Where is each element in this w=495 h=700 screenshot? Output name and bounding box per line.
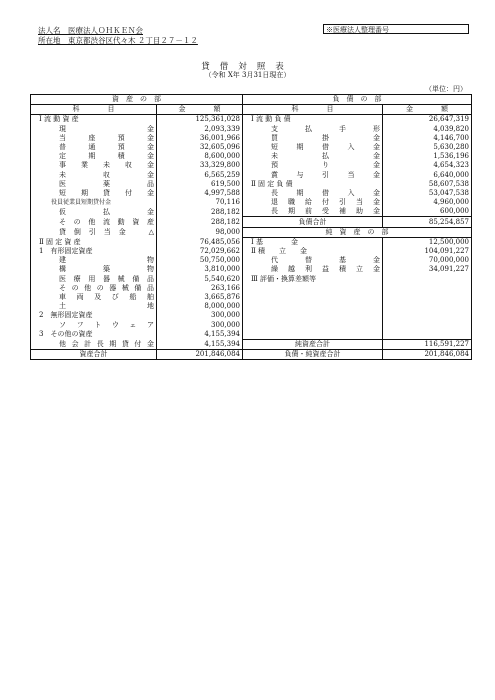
asset-item-label: 土地 bbox=[31, 302, 157, 311]
liabilities-item-label: 長期前受補助金 bbox=[243, 207, 383, 217]
asset-item-amount: 3,810,000 bbox=[157, 265, 243, 274]
liabilities-item-label: 賞与引当金 bbox=[243, 171, 383, 180]
asset-item-label: 1 有形固定資産 bbox=[31, 247, 157, 256]
corporation-name: 法人名 医療法人ＯＨＫＥＮ会 bbox=[38, 26, 143, 35]
table-row bbox=[31, 125, 472, 134]
empty-cell bbox=[243, 321, 383, 330]
asset-item-amount: 5,540,620 bbox=[157, 275, 243, 284]
table-row bbox=[31, 265, 472, 274]
net-assets-total-label: 純資産合計 bbox=[243, 339, 383, 349]
net-assets-item-label: Ⅲ 評価・換算差額等 bbox=[243, 275, 383, 284]
table-row bbox=[31, 115, 472, 125]
net-assets-section-header: 純 資 産 の 部 bbox=[243, 227, 472, 237]
liabilities-item-amount: 1,536,196 bbox=[383, 152, 472, 161]
asset-item-label: 建物 bbox=[31, 256, 157, 265]
liabilities-item-label: 退職給付引当金 bbox=[243, 198, 383, 207]
empty-cell bbox=[383, 321, 472, 330]
empty-cell bbox=[243, 311, 383, 320]
empty-cell bbox=[383, 311, 472, 320]
asset-item-amount: 4,155,394 bbox=[157, 339, 243, 349]
empty-cell bbox=[243, 302, 383, 311]
assets-total-label: 資産合計 bbox=[31, 350, 157, 360]
asset-item-amount: 32,605,096 bbox=[157, 143, 243, 152]
asset-item-amount: 72,029,662 bbox=[157, 247, 243, 256]
table-row bbox=[31, 275, 472, 284]
table-row bbox=[31, 237, 472, 247]
liabilities-item-amount: 53,047,538 bbox=[383, 189, 472, 198]
asset-item-amount: 125,361,028 bbox=[157, 115, 243, 125]
liabilities-item-amount: 600,000 bbox=[383, 207, 472, 217]
liabilities-total-label: 負債合計 bbox=[243, 217, 383, 227]
empty-cell bbox=[383, 284, 472, 293]
asset-item-amount: 98,000 bbox=[157, 227, 243, 237]
table-row bbox=[31, 330, 472, 340]
asset-item-label: 役員従業員短期貸付金 bbox=[31, 198, 157, 207]
liabilities-item-amount: 5,630,280 bbox=[383, 143, 472, 152]
liabilities-item-label: 買掛金 bbox=[243, 134, 383, 143]
net-assets-item-amount bbox=[383, 275, 472, 284]
grand-total-amount: 201,846,084 bbox=[383, 350, 472, 360]
liabilities-item-amount: 4,654,323 bbox=[383, 161, 472, 170]
liabilities-item-amount: 26,647,319 bbox=[383, 115, 472, 125]
asset-item-amount: 300,000 bbox=[157, 321, 243, 330]
liabilities-item-amount: 6,640,000 bbox=[383, 171, 472, 180]
liabilities-item-label: 短期借入金 bbox=[243, 143, 383, 152]
grand-total-row bbox=[31, 350, 472, 360]
asset-item-amount: 8,600,000 bbox=[157, 152, 243, 161]
asset-item-label: 現金 bbox=[31, 125, 157, 134]
table-row bbox=[31, 161, 472, 170]
asset-item-amount: 36,001,966 bbox=[157, 134, 243, 143]
registration-number-box bbox=[323, 24, 469, 34]
net-assets-item-label: Ⅱ 積 立 金 bbox=[243, 247, 383, 256]
asset-item-label: 2 無形固定資産 bbox=[31, 311, 157, 320]
table-row bbox=[31, 256, 472, 265]
net-assets-item-amount: 34,091,227 bbox=[383, 265, 472, 274]
net-assets-item-amount: 12,500,000 bbox=[383, 237, 472, 247]
liabilities-section-header: 負 債 の 部 bbox=[243, 95, 472, 105]
table-row bbox=[31, 217, 472, 227]
liabilities-item-amount: 58,607,538 bbox=[383, 180, 472, 189]
empty-cell bbox=[383, 293, 472, 302]
table-row bbox=[31, 207, 472, 217]
table-row bbox=[31, 180, 472, 189]
table-row bbox=[31, 302, 472, 311]
asset-item-label: Ⅱ 固 定 資 産 bbox=[31, 237, 157, 247]
table-row bbox=[31, 143, 472, 152]
asset-item-amount: 6,565,259 bbox=[157, 171, 243, 180]
balance-sheet-table bbox=[30, 94, 472, 360]
empty-cell bbox=[383, 330, 472, 340]
table-row bbox=[31, 284, 472, 293]
asset-item-label: 貸倒引当金 △ bbox=[31, 227, 157, 237]
asset-item-label: 当座預金 bbox=[31, 134, 157, 143]
net-assets-total-amount: 116,591,227 bbox=[383, 339, 472, 349]
asset-item-label: 医薬品 bbox=[31, 180, 157, 189]
column-header-row bbox=[31, 105, 472, 115]
asset-item-amount: 33,329,800 bbox=[157, 161, 243, 170]
unit-label: （単位：円） bbox=[425, 85, 467, 93]
table-row bbox=[31, 198, 472, 207]
liabilities-item-amount: 4,146,700 bbox=[383, 134, 472, 143]
liabilities-total-amount: 85,254,857 bbox=[383, 217, 472, 227]
corporation-address: 所在地 東京都渋谷区代々木 ２丁目２７－１２ bbox=[38, 36, 198, 45]
liabilities-item-label: Ⅱ 固 定 負 債 bbox=[243, 180, 383, 189]
net-assets-item-amount: 104,091,227 bbox=[383, 247, 472, 256]
asset-item-label: 他会計長期貸付金 bbox=[31, 339, 157, 349]
asset-item-label: 短期貸付金 bbox=[31, 189, 157, 198]
liabilities-item-amount: 4,039,820 bbox=[383, 125, 472, 134]
empty-cell bbox=[243, 293, 383, 302]
table-row bbox=[31, 339, 472, 349]
asset-item-amount: 4,997,588 bbox=[157, 189, 243, 198]
liabilities-item-label: 未払金 bbox=[243, 152, 383, 161]
page-title: 貸借対照表 bbox=[201, 62, 294, 72]
empty-cell bbox=[243, 284, 383, 293]
registration-number-label: ※医療法人整理番号 bbox=[326, 26, 389, 34]
table-row bbox=[31, 134, 472, 143]
asset-item-amount: 300,000 bbox=[157, 311, 243, 320]
asset-item-amount: 76,485,056 bbox=[157, 237, 243, 247]
asset-item-label: 事業未収金 bbox=[31, 161, 157, 170]
table-row bbox=[31, 247, 472, 256]
empty-cell bbox=[383, 302, 472, 311]
liabilities-col-item: 科 目 bbox=[243, 105, 383, 115]
liabilities-item-label: 預り金 bbox=[243, 161, 383, 170]
asset-item-label: 車両及び船舶 bbox=[31, 293, 157, 302]
asset-item-amount: 288,182 bbox=[157, 217, 243, 227]
assets-col-item: 科 目 bbox=[31, 105, 157, 115]
asset-item-label: 普通預金 bbox=[31, 143, 157, 152]
asset-item-amount: 8,000,000 bbox=[157, 302, 243, 311]
table-row bbox=[31, 311, 472, 320]
assets-total-amount: 201,846,084 bbox=[157, 350, 243, 360]
net-assets-item-label: 繰越利益積立金 bbox=[243, 265, 383, 274]
asset-item-amount: 70,116 bbox=[157, 198, 243, 207]
asset-item-amount: 288,182 bbox=[157, 207, 243, 217]
liabilities-item-amount: 4,960,000 bbox=[383, 198, 472, 207]
asset-item-label: 未収金 bbox=[31, 171, 157, 180]
asset-item-label: ソフトウェア bbox=[31, 321, 157, 330]
asset-item-label: 3 その他の資産 bbox=[31, 330, 157, 340]
asset-item-label: Ⅰ 流 動 資 産 bbox=[31, 115, 157, 125]
table-row bbox=[31, 321, 472, 330]
asset-item-label: 仮払金 bbox=[31, 207, 157, 217]
table-row bbox=[31, 227, 472, 237]
asset-item-label: 医療用器械備品 bbox=[31, 275, 157, 284]
net-assets-item-label: 代替基金 bbox=[243, 256, 383, 265]
table-row bbox=[31, 189, 472, 198]
net-assets-item-amount: 70,000,000 bbox=[383, 256, 472, 265]
report-date: （令和 X年 3月31日現在） bbox=[204, 71, 291, 79]
asset-item-label: 定期積金 bbox=[31, 152, 157, 161]
liabilities-col-amount: 金 額 bbox=[383, 105, 472, 115]
asset-item-amount: 263,166 bbox=[157, 284, 243, 293]
table-row bbox=[31, 152, 472, 161]
asset-item-amount: 4,155,394 bbox=[157, 330, 243, 340]
liabilities-item-label: Ⅰ 流 動 負 債 bbox=[243, 115, 383, 125]
table-row bbox=[31, 293, 472, 302]
table-row bbox=[31, 171, 472, 180]
grand-total-label: 負債・純資産合計 bbox=[243, 350, 383, 360]
asset-item-label: その他流動資産 bbox=[31, 217, 157, 227]
net-assets-item-label: Ⅰ 基 金 bbox=[243, 237, 383, 247]
empty-cell bbox=[243, 330, 383, 340]
assets-section-header: 資 産 の 部 bbox=[31, 95, 243, 105]
asset-item-label: 構築物 bbox=[31, 265, 157, 274]
asset-item-amount: 2,093,339 bbox=[157, 125, 243, 134]
assets-col-amount: 金 額 bbox=[157, 105, 243, 115]
asset-item-label: その他の器械備品 bbox=[31, 284, 157, 293]
asset-item-amount: 50,750,000 bbox=[157, 256, 243, 265]
asset-item-amount: 619,500 bbox=[157, 180, 243, 189]
liabilities-item-label: 支払手形 bbox=[243, 125, 383, 134]
liabilities-item-label: 長期借入金 bbox=[243, 189, 383, 198]
asset-item-amount: 3,665,876 bbox=[157, 293, 243, 302]
section-header-row bbox=[31, 95, 472, 105]
